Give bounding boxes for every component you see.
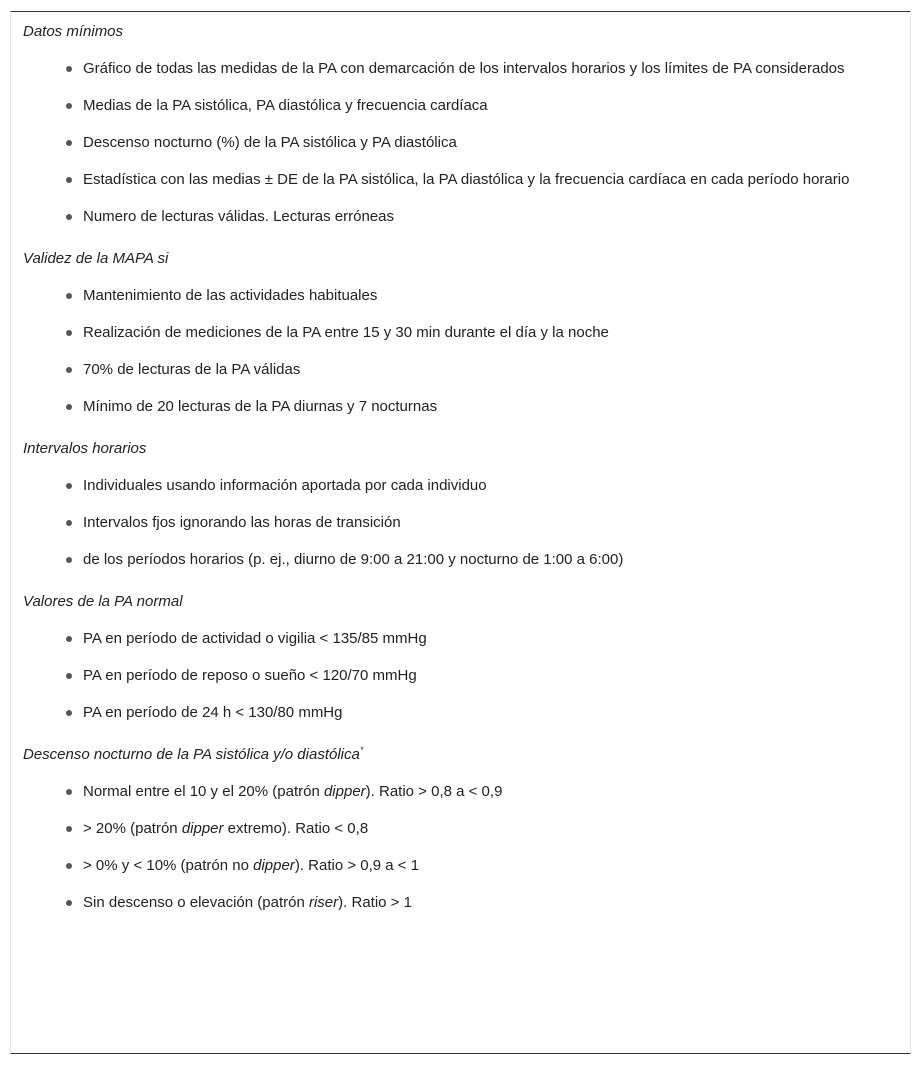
list-item: Estadística con las medias ± DE de la PA sistólica, la PA diastólica y la frecuencia cardíaca en cada período horario (83, 169, 893, 190)
list-item: Medias de la PA sistólica, PA diastólica y frecuencia cardíaca (83, 95, 893, 116)
section-title-text: Descenso nocturno de la PA sistólica y/o diastólica (23, 746, 360, 763)
list-item (83, 855, 893, 876)
list-item: Descenso nocturno (%) de la PA sistólica y PA diastólica (83, 132, 893, 153)
item-text: > 0% y < 10% (patrón no (83, 857, 254, 874)
list-item: Individuales usando información aportada por cada individuo (83, 475, 893, 496)
list-item (83, 781, 893, 802)
item-text: ). Ratio > 1 (338, 894, 412, 911)
list-datos-minimos (23, 58, 893, 227)
table-frame (10, 11, 911, 1054)
section-title-intervalos: Intervalos horarios (23, 440, 147, 457)
list-item: Mínimo de 20 lecturas de la PA diurnas y 7 nocturnas (83, 396, 893, 417)
list-item: Intervalos fjos ignorando las horas de transición (83, 512, 893, 533)
list-item: PA en período de 24 h < 130/80 mmHg (83, 702, 893, 723)
section-title-datos-minimos: Datos mínimos (23, 23, 124, 40)
list-item: PA en período de actividad o vigilia < 135/85 mmHg (83, 628, 893, 649)
list-valores (23, 628, 893, 723)
list-item: Realización de mediciones de la PA entre 15 y 30 min durante el día y la noche (83, 322, 893, 343)
section-title-descenso (23, 744, 893, 765)
footnote-marker: * (359, 745, 364, 755)
item-emphasis: riser (308, 894, 339, 911)
item-text: ). Ratio > 0,8 a < 0,9 (365, 783, 503, 800)
list-item: Numero de lecturas válidas. Lecturas erróneas (83, 206, 893, 227)
item-text: ). Ratio > 0,9 a < 1 (294, 857, 420, 874)
list-item: de los períodos horarios (p. ej., diurno de 9:00 a 21:00 y nocturno de 1:00 a 6:00) (83, 549, 893, 570)
section-title-valores: Valores de la PA normal (23, 593, 183, 610)
list-item (83, 818, 893, 839)
list-validez (23, 285, 893, 417)
list-intervalos (23, 475, 893, 570)
item-text: > 20% (patrón (83, 820, 182, 837)
section-title-validez: Validez de la MAPA si (23, 250, 169, 267)
table-content (23, 21, 893, 929)
list-item: Gráfico de todas las medidas de la PA con demarcación de los intervalos horarios y los límites de PA considerados (83, 58, 893, 79)
item-emphasis: dipper (181, 820, 224, 837)
list-item: PA en período de reposo o sueño < 120/70 mmHg (83, 665, 893, 686)
item-text: extremo). Ratio < 0,8 (223, 820, 369, 837)
item-text: Sin descenso o elevación (patrón (83, 894, 309, 911)
item-text: Normal entre el 10 y el 20% (patrón (83, 783, 324, 800)
list-item: 70% de lecturas de la PA válidas (83, 359, 893, 380)
list-item (83, 892, 893, 913)
list-item: Mantenimiento de las actividades habituales (83, 285, 893, 306)
item-emphasis: dipper (323, 783, 366, 800)
list-descenso (23, 781, 893, 913)
item-emphasis: dipper (253, 857, 295, 874)
